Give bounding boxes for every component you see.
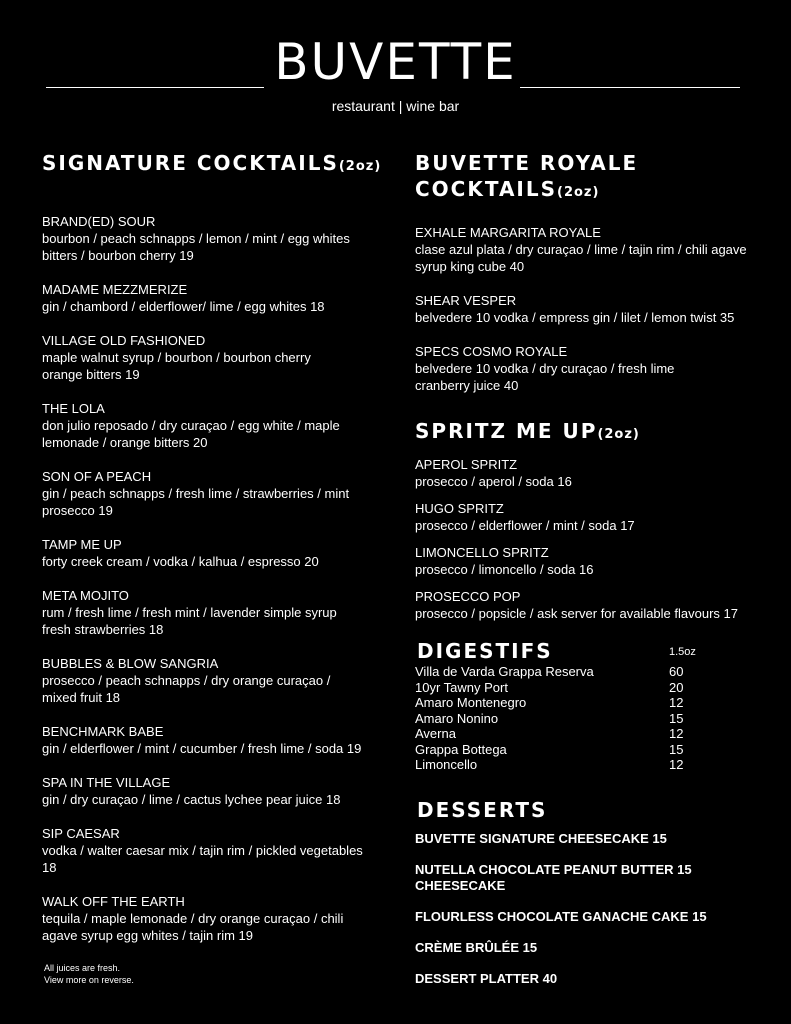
dessert-item: CRÈME BRÛLÉE 15: [415, 939, 538, 955]
item-description: lemonade / orange bitters 20: [42, 435, 208, 450]
list-item: [415, 726, 683, 742]
item-description: bitters / bourbon cherry 19: [42, 248, 194, 263]
item-description: tequila / maple lemonade / dry orange curaçao / chili: [42, 911, 344, 926]
item-description: maple walnut syrup / bourbon / bourbon cherry: [42, 350, 311, 365]
item-name: THE LOLA: [42, 401, 105, 416]
item-description: prosecco / popsicle / ask server for available flavours 17: [415, 606, 738, 621]
item-name: SHEAR VESPER: [415, 293, 517, 308]
item-name: PROSECCO POP: [415, 589, 521, 604]
digestifs-section: [415, 638, 760, 773]
item-name: LIMONCELLO SPRITZ: [415, 545, 549, 560]
royale-title-line2: COCKTAILS: [415, 177, 558, 201]
list-item: [415, 695, 683, 711]
item-description: vodka / walter caesar mix / tajin rim / pickled vegetables: [42, 843, 363, 858]
desserts-section: [415, 797, 760, 987]
menu-item: [415, 292, 760, 326]
footnote: All juices are fresh.: [44, 963, 121, 973]
item-name: BENCHMARK BABE: [42, 724, 164, 739]
menu-item: [42, 213, 387, 264]
signature-title-text: SIGNATURE COCKTAILS: [42, 151, 339, 175]
digestifs-unit: 1.5oz: [669, 646, 696, 658]
digestif-name: 10yr Tawny Port: [415, 679, 508, 695]
digestif-name: Amaro Nonino: [415, 710, 499, 726]
item-description: clase azul plata / dry curaçao / lime / tajin rim / chili agave: [415, 242, 747, 257]
digestif-price: 12: [669, 757, 684, 772]
spritz-unit: (2oz): [597, 427, 640, 442]
digestif-price: 12: [669, 695, 684, 710]
header-rule-right: [520, 87, 740, 88]
digestifs-list: [415, 664, 683, 773]
item-description: prosecco / peach schnapps / dry orange curaçao /: [42, 673, 331, 688]
royale-cocktails-section: [415, 150, 760, 394]
item-name: SON OF A PEACH: [42, 469, 152, 484]
digestif-price: 15: [669, 710, 684, 726]
dessert-item: DESSERT PLATTER 40: [415, 970, 558, 986]
item-name: WALK OFF THE EARTH: [42, 894, 185, 909]
item-description: belvedere 10 vodka / dry curaçao / fresh lime: [415, 361, 675, 376]
menu-item: [42, 332, 387, 383]
item-name: MADAME MEZZMERIZE: [42, 282, 188, 297]
menu-item: [42, 723, 387, 757]
brand-title: BUVETTE: [274, 33, 517, 91]
menu-item: [415, 544, 760, 578]
digestif-price: 60: [669, 664, 684, 679]
item-description: gin / chambord / elderflower/ lime / egg whites 18: [42, 299, 325, 314]
menu-item: [42, 400, 387, 451]
brand-tagline: restaurant | wine bar: [331, 98, 460, 114]
item-description: forty creek cream / vodka / kalhua / espresso 20: [42, 554, 319, 569]
menu-header: [0, 0, 791, 130]
section-title: [415, 418, 760, 448]
item-description: fresh strawberries 18: [42, 622, 164, 637]
menu-item: [42, 655, 387, 706]
item-name: BRAND(ED) SOUR: [42, 214, 156, 229]
digestif-name: Grappa Bottega: [415, 741, 507, 757]
menu-item: [42, 774, 387, 808]
list-item: [415, 680, 683, 696]
digestif-name: Villa de Varda Grappa Reserva: [415, 664, 594, 679]
item-description: don julio reposado / dry curaçao / egg white / maple: [42, 418, 340, 433]
item-description: rum / fresh lime / fresh mint / lavender simple syrup: [42, 605, 337, 620]
list-item: [415, 664, 683, 680]
menu-item: [415, 588, 760, 622]
item-description: gin / peach schnapps / fresh lime / strawberries / mint: [42, 486, 350, 501]
item-description: syrup king cube 40: [415, 259, 525, 274]
item-name: BUBBLES & BLOW SANGRIA: [42, 656, 219, 671]
digestif-price: 12: [669, 726, 684, 741]
item-name: APEROL SPRITZ: [415, 457, 518, 472]
dessert-item: FLOURLESS CHOCOLATE GANACHE CAKE 15: [415, 908, 707, 924]
digestif-name: Amaro Montenegro: [415, 695, 527, 710]
dessert-item: BUVETTE SIGNATURE CHEESECAKE 15: [415, 830, 667, 846]
menu-item: [415, 500, 760, 534]
royale-title-line1: BUVETTE ROYALE: [415, 151, 639, 175]
right-column: [415, 150, 760, 987]
section-title: DIGESTIFS: [417, 639, 553, 663]
item-description: mixed fruit 18: [42, 690, 121, 705]
item-name: TAMP ME UP: [42, 537, 122, 552]
spritz-title-text: SPRITZ ME UP: [415, 419, 598, 443]
item-description: prosecco / elderflower / mint / soda 17: [415, 518, 635, 533]
signature-cocktails-section: [42, 150, 387, 986]
item-description: prosecco 19: [42, 503, 113, 518]
digestif-price: 15: [669, 741, 684, 757]
menu-item: [42, 468, 387, 519]
digestif-name: Averna: [415, 726, 456, 741]
menu-item: [42, 536, 387, 570]
item-name: SPA IN THE VILLAGE: [42, 775, 171, 790]
item-description: 18: [42, 860, 57, 875]
list-item: [415, 757, 683, 773]
item-description: agave syrup egg whites / tajin rim 19: [42, 928, 253, 943]
item-name: HUGO SPRITZ: [415, 501, 504, 516]
item-description: gin / dry curaçao / lime / cactus lychee pear juice 18: [42, 792, 341, 807]
item-description: gin / elderflower / mint / cucumber / fresh lime / soda 19: [42, 741, 362, 756]
menu-item: [42, 587, 387, 638]
item-name: META MOJITO: [42, 588, 129, 603]
menu-item: [415, 456, 760, 490]
item-description: prosecco / limoncello / soda 16: [415, 562, 594, 577]
section-title: [42, 150, 387, 180]
royale-unit: (2oz): [557, 185, 600, 200]
spritz-section: [415, 418, 760, 622]
digestif-price: 20: [669, 679, 684, 695]
footnote: View more on reverse.: [44, 975, 134, 985]
item-description: prosecco / aperol / soda 16: [415, 474, 572, 489]
menu-item: [42, 281, 387, 315]
menu-item: [42, 893, 387, 944]
digestif-name: Limoncello: [415, 757, 478, 772]
menu-item: [415, 343, 760, 394]
menu-item: [42, 825, 387, 876]
item-name: VILLAGE OLD FASHIONED: [42, 333, 206, 348]
list-item: [415, 711, 683, 727]
dessert-item: NUTELLA CHOCOLATE PEANUT BUTTER 15: [415, 861, 692, 877]
digestifs-header: [415, 638, 760, 664]
item-description: bourbon / peach schnapps / lemon / mint / egg whites: [42, 231, 350, 246]
section-title: [415, 150, 760, 206]
item-description: belvedere 10 vodka / empress gin / lilet / lemon twist 35: [415, 310, 735, 325]
item-description: cranberry juice 40: [415, 378, 519, 393]
signature-unit: (2oz): [338, 159, 382, 174]
item-description: orange bitters 19: [42, 367, 140, 382]
item-name: SIP CAESAR: [42, 826, 120, 841]
list-item: [415, 742, 683, 758]
item-name: SPECS COSMO ROYALE: [415, 344, 568, 359]
dessert-item-line2: CHEESECAKE: [415, 877, 506, 893]
item-name: EXHALE MARGARITA ROYALE: [415, 225, 601, 240]
menu-item: [415, 224, 760, 275]
section-title: DESSERTS: [417, 797, 548, 822]
